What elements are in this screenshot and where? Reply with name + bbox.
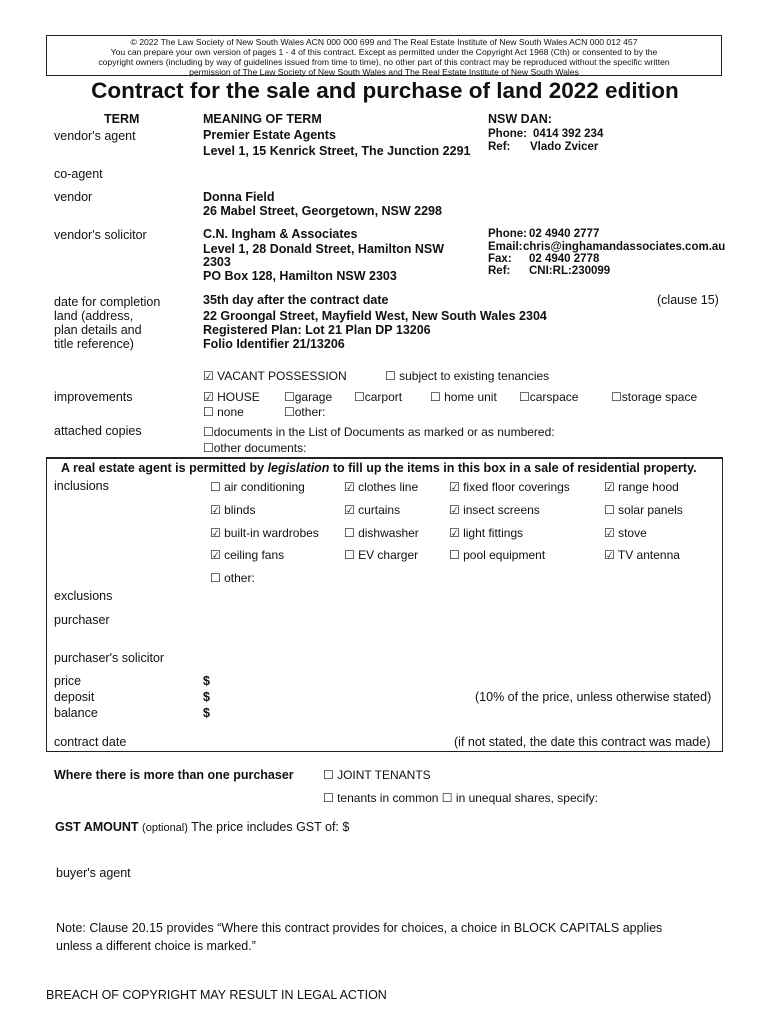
- vendors-agent-phone: 0414 392 234: [533, 128, 604, 140]
- inclusion-checkbox[interactable]: ☑ built-in wardrobes: [210, 526, 319, 540]
- land-folio: Folio Identifier 21/13206: [203, 337, 345, 351]
- inclusion-checkbox[interactable]: ☐ solar panels: [604, 503, 683, 517]
- gst-row: GST AMOUNT (optional) The price includes GST of: $: [55, 820, 350, 834]
- vendors-agent-ref-label: Ref:: [488, 141, 511, 153]
- inclusion-checkbox[interactable]: ☑ range hood: [604, 480, 679, 494]
- deposit-label: deposit: [54, 690, 95, 704]
- breach-notice: BREACH OF COPYRIGHT MAY RESULT IN LEGAL ACTION: [46, 988, 387, 1002]
- contract-date-note: (if not stated, the date this contract was made): [454, 735, 711, 749]
- solicitor-line: 2303: [203, 255, 231, 269]
- garage-checkbox[interactable]: ☐garage: [284, 390, 333, 404]
- land-address: 22 Groongal Street, Mayfield West, New South Wales 2304: [203, 309, 547, 323]
- solicitor-fax: 02 4940 2778: [529, 253, 600, 265]
- existing-tenancies-checkbox[interactable]: ☐ subject to existing tenancies: [385, 369, 550, 383]
- home-unit-checkbox[interactable]: ☐ home unit: [430, 390, 497, 404]
- solicitor-ref: CNI:RL:230099: [529, 265, 611, 277]
- inclusion-checkbox[interactable]: ☐ air conditioning: [210, 480, 305, 494]
- inclusion-checkbox[interactable]: ☑ TV antenna: [604, 548, 680, 562]
- inclusion-checkbox[interactable]: ☑ blinds: [210, 503, 256, 517]
- documents-checkbox[interactable]: ☐documents in the List of Documents as marked or as numbered:: [203, 425, 555, 439]
- vendors-agent-name: Premier Estate Agents: [203, 128, 336, 142]
- header-nsw-dan: NSW DAN:: [488, 112, 552, 126]
- vendors-agent-ref: Vlado Zvicer: [530, 141, 599, 153]
- clause-reference: (clause 15): [657, 293, 719, 307]
- attached-copies-label: attached copies: [54, 424, 142, 438]
- note-line: unless a different choice is marked.”: [56, 939, 256, 953]
- vendors-solicitor-label: vendor's solicitor: [54, 228, 147, 242]
- inclusion-checkbox[interactable]: ☑ fixed floor coverings: [449, 480, 570, 494]
- house-checkbox[interactable]: ☑ HOUSE: [203, 390, 260, 404]
- note-line: Note: Clause 20.15 provides “Where this contract provides for choices, a choice in BLOCK CAPITALS applies: [56, 921, 663, 935]
- copyright-line: copyright owners (including by way of guidelines issued from time to time), no other part of this contract may be reproduced without the specific written: [98, 57, 670, 67]
- other-inclusion-checkbox[interactable]: ☐ other:: [210, 571, 255, 585]
- inclusion-checkbox[interactable]: ☑ ceiling fans: [210, 548, 285, 562]
- price-dollar: $: [203, 674, 210, 688]
- copyright-line: You can prepare your own version of pages 1 - 4 of this contract. Except as permitted under the Copyright Act 1968 (Cth) or consented to by the: [110, 47, 658, 57]
- purchaser-label: purchaser: [54, 613, 110, 627]
- none-checkbox[interactable]: ☐ none: [203, 405, 244, 419]
- purchasers-solicitor-label: purchaser's solicitor: [54, 651, 165, 665]
- carport-checkbox[interactable]: ☐carport: [354, 390, 403, 404]
- contract-date-label: contract date: [54, 735, 127, 749]
- completion-label: date for completion: [54, 295, 161, 309]
- solicitor-phone: 02 4940 2777: [529, 228, 600, 240]
- solicitor-fax-label: Fax:: [488, 253, 512, 265]
- solicitor-ref-label: Ref:: [488, 265, 511, 277]
- tenants-in-common-checkbox[interactable]: ☐ tenants in common ☐ in unequal shares, specify:: [323, 791, 598, 805]
- improvements-label: improvements: [54, 390, 133, 404]
- inclusion-checkbox[interactable]: ☐ pool equipment: [449, 548, 546, 562]
- vendor-name: Donna Field: [203, 190, 275, 204]
- inclusion-checkbox[interactable]: ☑ light fittings: [449, 526, 524, 540]
- vendors-agent-address: Level 1, 15 Kenrick Street, The Junction 2291: [203, 144, 471, 158]
- agent-box: [46, 457, 723, 752]
- buyers-agent-label: buyer's agent: [56, 866, 131, 880]
- copyright-line: © 2022 The Law Society of New South Wales ACN 000 000 699 and The Real Estate Institute of New South Wales ACN 000 012 457: [130, 37, 638, 47]
- solicitor-line: C.N. Ingham & Associates: [203, 227, 358, 241]
- deposit-dollar: $: [203, 690, 210, 704]
- solicitor-line: PO Box 128, Hamilton NSW 2303: [203, 269, 397, 283]
- solicitor-phone-label: Phone:: [488, 228, 527, 240]
- header-term: TERM: [104, 112, 140, 126]
- inclusion-checkbox[interactable]: ☑ insect screens: [449, 503, 540, 517]
- header-meaning: MEANING OF TERM: [203, 112, 322, 126]
- land-plan: Registered Plan: Lot 21 Plan DP 13206: [203, 323, 431, 337]
- page-title: Contract for the sale and purchase of land 2022 edition: [91, 78, 679, 103]
- multiple-purchasers-label: Where there is more than one purchaser: [54, 768, 294, 782]
- balance-dollar: $: [203, 706, 210, 720]
- solicitor-email: chris@inghamandassociates.com.au: [523, 241, 726, 253]
- deposit-note: (10% of the price, unless otherwise stated): [475, 690, 712, 704]
- vacant-possession-checkbox[interactable]: ☑ VACANT POSSESSION: [203, 369, 347, 383]
- other-documents-checkbox[interactable]: ☐other documents:: [203, 441, 307, 455]
- co-agent-label: co-agent: [54, 167, 103, 181]
- inclusion-checkbox[interactable]: ☑ curtains: [344, 503, 401, 517]
- vendor-label: vendor: [54, 190, 93, 204]
- exclusions-label: exclusions: [54, 589, 113, 603]
- solicitor-email-label: Email:: [488, 241, 523, 253]
- solicitor-line: Level 1, 28 Donald Street, Hamilton NSW: [203, 242, 445, 256]
- inclusion-checkbox[interactable]: ☑ stove: [604, 526, 647, 540]
- land-label: plan details and: [54, 323, 142, 337]
- storage-space-checkbox[interactable]: ☐storage space: [611, 390, 698, 404]
- land-label: land (address,: [54, 309, 134, 323]
- inclusion-checkbox[interactable]: ☑ clothes line: [344, 480, 419, 494]
- vendors-agent-label: vendor's agent: [54, 129, 136, 143]
- balance-label: balance: [54, 706, 98, 720]
- vendor-address: 26 Mabel Street, Georgetown, NSW 2298: [203, 204, 442, 218]
- inclusions-label: inclusions: [54, 479, 109, 493]
- land-label: title reference): [54, 337, 134, 351]
- inclusion-checkbox[interactable]: ☐ dishwasher: [344, 526, 419, 540]
- vendors-agent-phone-label: Phone:: [488, 128, 527, 140]
- copyright-line: permission of The Law Society of New South Wales and The Real Estate Institute of New South Wales: [189, 67, 579, 77]
- joint-tenants-checkbox[interactable]: ☐ JOINT TENANTS: [323, 768, 431, 782]
- agent-box-heading: A real estate agent is permitted by legislation to fill up the items in this box in a sale of residential property.: [61, 461, 697, 475]
- other-improvement-checkbox[interactable]: ☐other:: [284, 405, 326, 419]
- completion-date: 35th day after the contract date: [203, 293, 389, 307]
- inclusion-checkbox[interactable]: ☐ EV charger: [344, 548, 419, 562]
- carspace-checkbox[interactable]: ☐carspace: [519, 390, 579, 404]
- price-label: price: [54, 674, 82, 688]
- copyright-notice: [46, 35, 722, 76]
